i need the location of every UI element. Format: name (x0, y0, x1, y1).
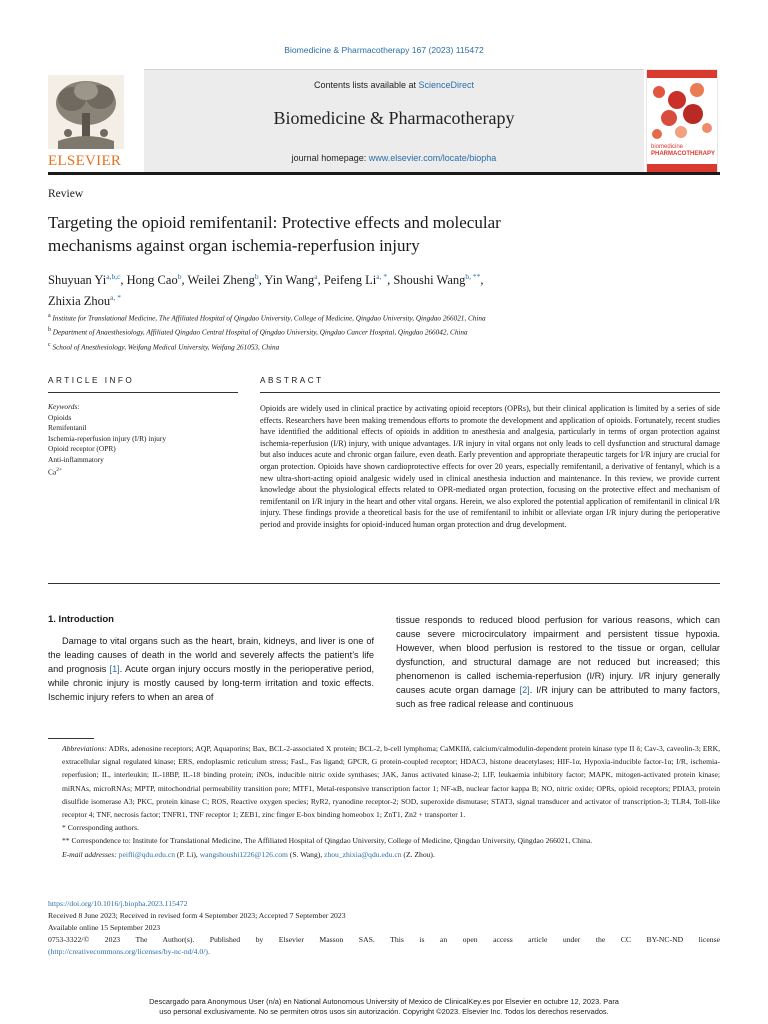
author[interactable]: Shoushi Wang (393, 273, 466, 288)
author-separator: , (480, 273, 484, 288)
received-dates: Received 8 June 2023; Received in revised form 4 September 2023; Accepted 7 September 2023 (48, 911, 346, 920)
contents-line (144, 80, 644, 90)
article-title (48, 211, 720, 257)
abbreviations (48, 742, 720, 821)
author-affil-marker[interactable]: a,b,c (106, 272, 121, 281)
affiliation-text: Department of Anaesthesiology, Affiliated Qingdao Central Hospital of Qingdao University, Qingdao Cancer Hospital, Qingdao 266042, China (52, 328, 468, 337)
affiliation-marker: b (48, 327, 51, 334)
affiliation-marker: c (48, 341, 51, 348)
intro-paragraph (48, 634, 374, 704)
elsevier-tree-icon (48, 75, 124, 149)
keyword: Anti-inflammatory (48, 454, 104, 464)
author-separator: , (181, 273, 188, 288)
download-notice-line: Descargado para Anonymous User (n/a) en National Autonomous University of Mexico de ClinicalKey.es por Elsevier en octubre 12, 2023. Para (149, 997, 619, 1006)
corresponding-note: * Corresponding authors. (62, 823, 139, 833)
elsevier-logo[interactable] (48, 75, 126, 171)
author-separator: , (258, 273, 265, 288)
available-date: Available online 15 September 2023 (48, 923, 161, 932)
email-link[interactable]: zhou_zhixia@qdu.edu.cn (324, 849, 402, 859)
author-separator: , (120, 273, 127, 288)
email-link[interactable]: peifli@qdu.edu.cn (118, 849, 176, 859)
homepage-line (144, 153, 644, 163)
masthead-rule (48, 172, 720, 175)
keywords-label: Keywords: (48, 402, 80, 411)
title-line-1: Targeting the opioid remifentanil: Protective effects and molecular (48, 213, 501, 232)
article-info-heading: ARTICLE INFO (48, 376, 135, 385)
abstract-end-rule (48, 583, 720, 584)
affiliation (48, 324, 720, 338)
affiliation (48, 339, 720, 353)
keywords-block (48, 402, 238, 478)
email-link[interactable]: wangshoushi1226@126.com (199, 849, 288, 859)
article-type: Review (48, 188, 84, 200)
journal-cover-thumbnail[interactable] (646, 69, 718, 173)
author-separator: , (387, 273, 394, 288)
author-separator: , (317, 273, 324, 288)
running-citation[interactable]: Biomedicine & Pharmacotherapy 167 (2023) 115472 (284, 45, 484, 55)
reference-link[interactable]: [1] (109, 664, 120, 674)
download-notice-line: uso personal exclusivamente. No se permiten otros usos sin autorización. Copyright ©2023. Elsevier Inc. Todos los derechos reservados. (159, 1006, 609, 1016)
author-affil-marker[interactable]: a, * (376, 272, 388, 281)
contents-prefix: Contents lists available at (313, 80, 419, 90)
author[interactable]: Peifeng Li (323, 273, 377, 288)
affiliation-text: Institute for Translational Medicine, The Affiliated Hospital of Qingdao University, College of Medicine, Qingdao University, Qingdao 266021, China (52, 314, 486, 323)
intro-text: . Acute organ injury occurs mostly in the perioperative period, while chronic injury is mostly caused by long-term irritation and toxic effects. Ischemic injury refers to when an area of (48, 664, 374, 702)
email-owner: (S. Wang), (287, 849, 325, 859)
correspondence-note: ** Correspondence to: Institute for Translational Medicine, The Affiliated Hospital of Qingdao University, College of Medicine, Qingdao University, Qingdao 266021, China. (62, 836, 593, 846)
affiliations (48, 310, 720, 353)
license-text: 0753-3322/© 2023 The Author(s). Published by Elsevier Masson SAS. This is an open access article under the CC BY-NC-ND license (48, 935, 720, 944)
author[interactable]: Shuyuan Yi (48, 273, 107, 288)
elsevier-wordmark: ELSEVIER (48, 153, 122, 169)
journal-info-box (144, 69, 644, 172)
footnote-rule (48, 738, 94, 739)
info-rule (48, 392, 238, 393)
author[interactable]: Weilei Zheng (187, 273, 255, 288)
intro-column-left (48, 634, 374, 704)
affiliation-text: School of Anesthesiology, Weifang Medical University, Weifang 261053, China (52, 343, 280, 352)
cover-title-line2: PHARMACOTHERAPY (651, 151, 716, 157)
affiliation-marker: a (48, 313, 51, 319)
abstract-text: Opioids are widely used in clinical practice by activating opioid receptors (OPRs), but their clinical application is limited by a series of side effects. Researchers have been making tremendous efforts to promote the development and application of opioids. Fortunately, recent studies have identified the additional effects of opioids in addition to anesthesia and analgesia, particularly in terms of organ protection against ischemia-reperfusion (I/R) injury, with unique advantages. I/R injury in vital organs not only leads to cell dysfunction and structural damage but also induces acute and chronic organ failure, even death. Early prevention and appropriate therapeutic targets for I/R injury are crucial for organ protection. Opioids have shown cardioprotective effects for over 20 years, especially remifentanil, a derivative of fentanyl, which is a new ultra-short-acting opioid analgesic widely used in clinical anesthesia induction and maintenance. In this review, we provide current knowledge about the physiological effects related to OPR-mediated organ protection, focusing on the protective effect and mechanism of remifentanil on I/R injury in the heart and other vital organs. Herein, we also explored the potential application of remifentanil in clinical I/R injury. These findings provide a theoretical basis for the use of remifentanil to inhibit or alleviate organ I/R injury during the perioperative period and provide insights for opioid-induced human organ protection and drug development. (260, 404, 720, 529)
keyword: Opioids (48, 412, 72, 422)
introduction-heading: 1. Introduction (48, 614, 114, 625)
publication-info (48, 898, 720, 958)
author-affil-marker[interactable]: a, * (110, 293, 121, 303)
author-affil-marker[interactable]: a (314, 272, 318, 281)
author[interactable]: Zhixia Zhou (48, 294, 111, 309)
intro-text: tissue responds to reduced blood perfusion for various reasons, which can cause severe microcirculatory impairment and persistent tissue hypoxia. However, when blood perfusion is restored to the tissue or organ, cellular dysfunction, and structural damage are not reduced but increased; this phenomenon is called ischemia-reperfusion (I/R) injury. I/R injury generally causes acute organ damage (396, 615, 720, 695)
author[interactable]: Yin Wang (264, 273, 315, 288)
cover-title-line1: biomedicine (651, 144, 684, 150)
intro-text: Damage to vital organs such as the heart, brain, kidneys, and liver is one of the leading causes of death in the world and severely affects the patient’s life and prognosis (48, 636, 374, 674)
title-line-2: mechanisms against organ ischemia-reperfusion injury (48, 236, 420, 255)
keyword: Opioid receptor (OPR) (48, 444, 116, 453)
keyword-ca: Ca (48, 467, 57, 477)
sciencedirect-link[interactable]: ScienceDirect (418, 80, 475, 90)
author-affil-marker[interactable]: b (254, 272, 259, 281)
journal-title: Biomedicine & Pharmacotherapy (273, 108, 515, 128)
email-owner: (Z. Zhou). (401, 849, 435, 859)
abstract-rule (260, 392, 720, 393)
footnotes (48, 742, 720, 861)
author[interactable]: Hong Cao (126, 273, 178, 288)
license-link[interactable]: (http://creativecommons.org/licenses/by-nc-nd/4.0/). (48, 947, 210, 956)
email-label: E-mail addresses: (62, 849, 117, 859)
keyword (48, 465, 238, 478)
intro-text: . I/R injury can be attributed to many factors, such as free radical release and continuous (396, 685, 721, 709)
keyword: Remifentanil (48, 423, 87, 432)
email-addresses (48, 848, 720, 861)
author-affil-marker[interactable]: b (177, 272, 182, 281)
affiliation (48, 310, 720, 324)
author-list (48, 268, 720, 310)
reference-link[interactable]: [2] (519, 685, 530, 695)
intro-column-right (396, 613, 720, 711)
download-notice (60, 997, 708, 1016)
intro-paragraph (396, 613, 720, 711)
email-owner: (P. Li), (175, 849, 200, 859)
keyword: Ischemia-reperfusion injury (I/R) injury (48, 433, 167, 443)
doi-link[interactable]: https://doi.org/10.1016/j.biopha.2023.115472 (48, 899, 188, 908)
abstract-heading: ABSTRACT (260, 376, 324, 385)
abbreviations-label: Abbreviations: (62, 744, 107, 753)
author-affil-marker[interactable]: b, ** (465, 272, 481, 281)
homepage-link[interactable]: www.elsevier.com/locate/biopha (368, 153, 497, 163)
journal-masthead (48, 69, 720, 171)
abbreviations-text: ADRs, adenosine receptors; AQP, Aquaporins; Bax, BCL-2-associated X protein; BCL-2, b-cell lymphoma; CaMKIIδ, calcium/calmodulin-dependent protein kinase type II δ; Cav-3, caveolin-3; ERK, extracellular signal regulated kinase; ERS, endoplasmic reticulum stress; FasL, Fas ligand; GPCR, G protein-coupled receptor; HDAC3, histone deacetylases; HIF-1α, Hypoxia-inducible factor-1α; I/R, ischemia-reperfusion; IL, interleukin; IL-18BP, IL-18 binding protein; iNOs, inducible nitric oxide synthases; JAK, Janus activated kinase-2; LIF, leukaemia inhibitory factor; MAPK, mitogen-activated protein kinase; miRNAs, microRNAs; MPTP, mitochondrial permeability transition pore; MTF1, Metal-responsive transcription factor 1; NF-κB, nuclear factor kappa B; NO, nitric oxide; OPRs, opioid receptors; PDIA3, protein disulfide isomerase A3; PKC, protein kinase C; ROS, Reactive oxygen species; RyR2, ryanodine receptor-2; SOD, superoxide dismutase; STAT3, signal transducer and activator of transcription-3; TLR4, Toll-like receptor 4; TNF, necrosis factor; TNFR1, TNF receptor 1; ZEB1, zinc finger E-box binding homeobox 1; ZnT1, Zn2 + transporter 1. (62, 744, 720, 820)
keyword-ca-sup: 2+ (56, 467, 63, 473)
homepage-prefix: journal homepage: (291, 153, 369, 163)
